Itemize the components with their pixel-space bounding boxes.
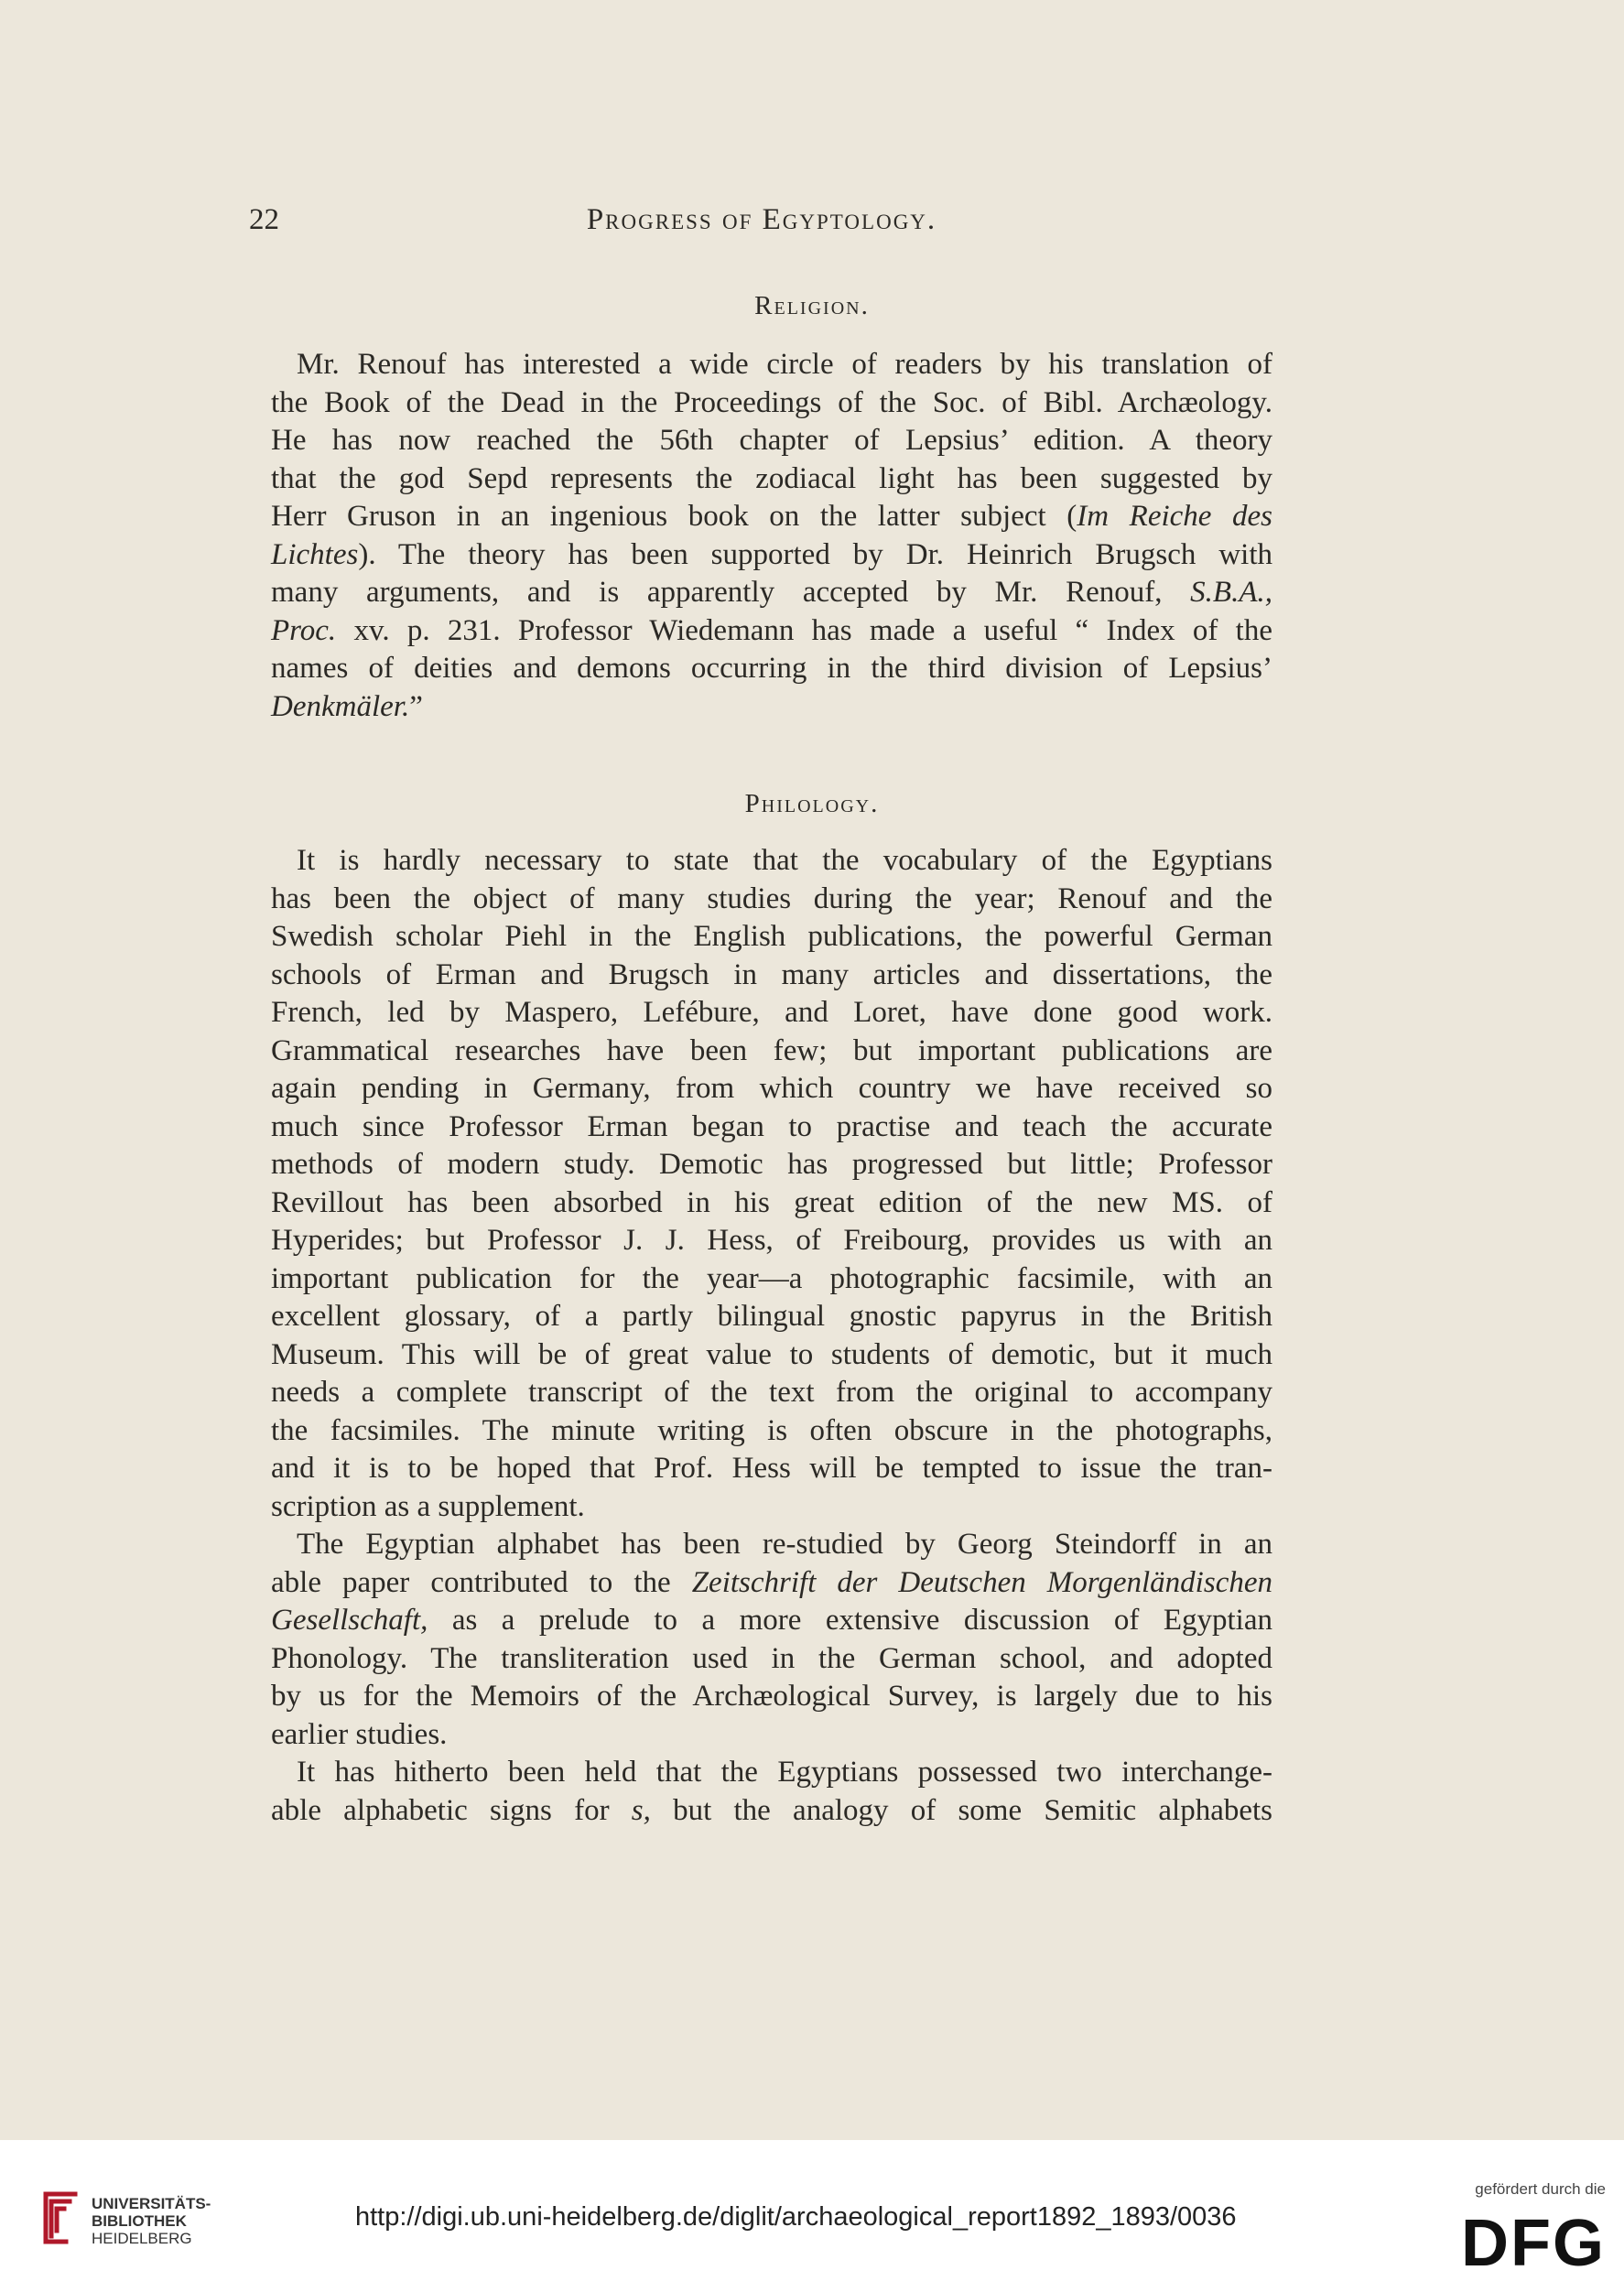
text-line: It is hardly necessary to state that the vocabulary of the Egyptians <box>297 844 1272 877</box>
text-line: and it is to be hoped that Prof. Hess will be tempted to issue the tran- <box>271 1452 1272 1485</box>
text-line: has been the object of many studies during the year; Renouf and the <box>271 881 1272 915</box>
library-name <box>92 2195 211 2247</box>
library-name-line: UNIVERSITÄTS- <box>92 2195 211 2212</box>
italic-letter: s, <box>631 1793 651 1827</box>
text-segment: xv. p. 231. Professor Wiedemann has made a useful “ Index of the <box>336 613 1272 647</box>
text-segment: able paper contributed to the <box>271 1565 692 1599</box>
text-line <box>271 536 1272 575</box>
text-line: French, led by Maspero, Lefébure, and Loret, have done good work. <box>271 996 1272 1029</box>
text-segment: ” <box>409 689 423 723</box>
text-segment: as a prelude to a more extensive discussion of Egyptian <box>428 1604 1272 1637</box>
italic-abbreviation: Proc. <box>271 613 337 647</box>
text-line: the Book of the Dead in the Proceedings of the Soc. of Bibl. Archæology. <box>271 385 1272 419</box>
section-heading-philology: Philology. <box>744 789 880 818</box>
text-line: scription as a supplement. <box>271 1489 585 1523</box>
library-name-line: BIBLIOTHEK <box>92 2212 187 2230</box>
page-number: 22 <box>249 203 279 236</box>
text-line <box>271 1602 1272 1640</box>
library-name-line: HEIDELBERG <box>92 2230 192 2247</box>
text-line <box>271 612 1272 651</box>
text-line: the facsimiles. The minute writing is often obscure in the photographs, <box>271 1413 1272 1447</box>
text-line: Swedish scholar Piehl in the English publications, the powerful German <box>271 920 1272 953</box>
text-line <box>271 688 1272 727</box>
text-line: It has hitherto been held that the Egyptians possessed two interchange- <box>297 1756 1272 1789</box>
italic-title: Im Reiche des <box>1077 500 1273 533</box>
text-line: methods of modern study. Demotic has progressed but little; Professor <box>271 1148 1272 1181</box>
religion-paragraph <box>271 346 1272 726</box>
italic-title: Denkmäler. <box>271 689 410 723</box>
section-heading-religion: Religion. <box>754 291 870 320</box>
ub-heidelberg-logo-icon[interactable] <box>38 2190 82 2250</box>
digitization-footer <box>0 2140 1624 2292</box>
text-segment: but the analogy of some Semitic alphabets <box>650 1793 1272 1827</box>
italic-title: Gesellschaft, <box>271 1604 428 1637</box>
text-line: Phonology. The transliteration used in the German school, and adopted <box>271 1641 1272 1675</box>
text-segment: ). The theory has been supported by Dr. Heinrich Brugsch with <box>358 537 1272 571</box>
text-line: that the god Sepd represents the zodiacal light has been suggested by <box>271 461 1272 495</box>
text-line: by us for the Memoirs of the Archæological Survey, is largely due to his <box>271 1680 1272 1713</box>
text-line <box>271 574 1272 612</box>
italic-title: Zeitschrift der Deutschen Morgenländischen <box>691 1565 1272 1599</box>
text-line: Mr. Renouf has interested a wide circle of readers by his translation of <box>297 348 1272 381</box>
philology-paragraph-1 <box>271 842 1272 1526</box>
text-segment: able alphabetic signs for <box>271 1793 632 1827</box>
text-segment: Herr Gruson in an ingenious book on the latter subject ( <box>271 500 1077 533</box>
text-line: earlier studies. <box>271 1717 448 1751</box>
text-segment: many arguments, and is apparently accepted by Mr. Renouf, <box>271 576 1191 609</box>
italic-abbreviation: S.B.A., <box>1190 576 1272 609</box>
text-line: excellent glossary, of a partly bilingual gnostic papyrus in the British <box>271 1300 1272 1333</box>
text-line <box>271 1792 1272 1831</box>
text-line <box>271 1564 1272 1603</box>
text-line: again pending in Germany, from which country we have received so <box>271 1072 1272 1105</box>
philology-paragraph-3 <box>271 1754 1272 1830</box>
text-line: much since Professor Erman began to practise and teach the accurate <box>271 1109 1272 1143</box>
text-line <box>271 498 1272 536</box>
text-line: Revillout has been absorbed in his great edition of the new MS. of <box>271 1185 1272 1219</box>
italic-title: Lichtes <box>271 537 359 571</box>
text-line: names of deities and demons occurring in the third division of Lepsius’ <box>271 652 1272 685</box>
funding-note: gefördert durch die <box>1475 2180 1606 2198</box>
text-line: important publication for the year—a photographic facsimile, with an <box>271 1261 1272 1295</box>
running-title: Progress of Egyptology. <box>586 203 937 236</box>
philology-paragraph-2 <box>271 1526 1272 1754</box>
text-line: He has now reached the 56th chapter of Lepsius’ edition. A theory <box>271 424 1272 457</box>
text-line: Grammatical researches have been few; but important publications are <box>271 1033 1272 1067</box>
text-line: schools of Erman and Brugsch in many articles and dissertations, the <box>271 957 1272 991</box>
text-line: The Egyptian alphabet has been re-studied by Georg Steindorff in an <box>297 1528 1272 1561</box>
text-line: needs a complete transcript of the text from the original to accompany <box>271 1376 1272 1409</box>
text-line: Hyperides; but Professor J. J. Hess, of Freibourg, provides us with an <box>271 1224 1272 1257</box>
text-line: Museum. This will be of great value to students of demotic, but it much <box>271 1337 1272 1371</box>
dfg-logo[interactable]: DFG <box>1461 2207 1606 2280</box>
permalink-url[interactable]: http://digi.ub.uni-heidelberg.de/diglit/archaeological_report1892_1893/0036 <box>355 2202 1237 2232</box>
page-header <box>249 203 1274 240</box>
